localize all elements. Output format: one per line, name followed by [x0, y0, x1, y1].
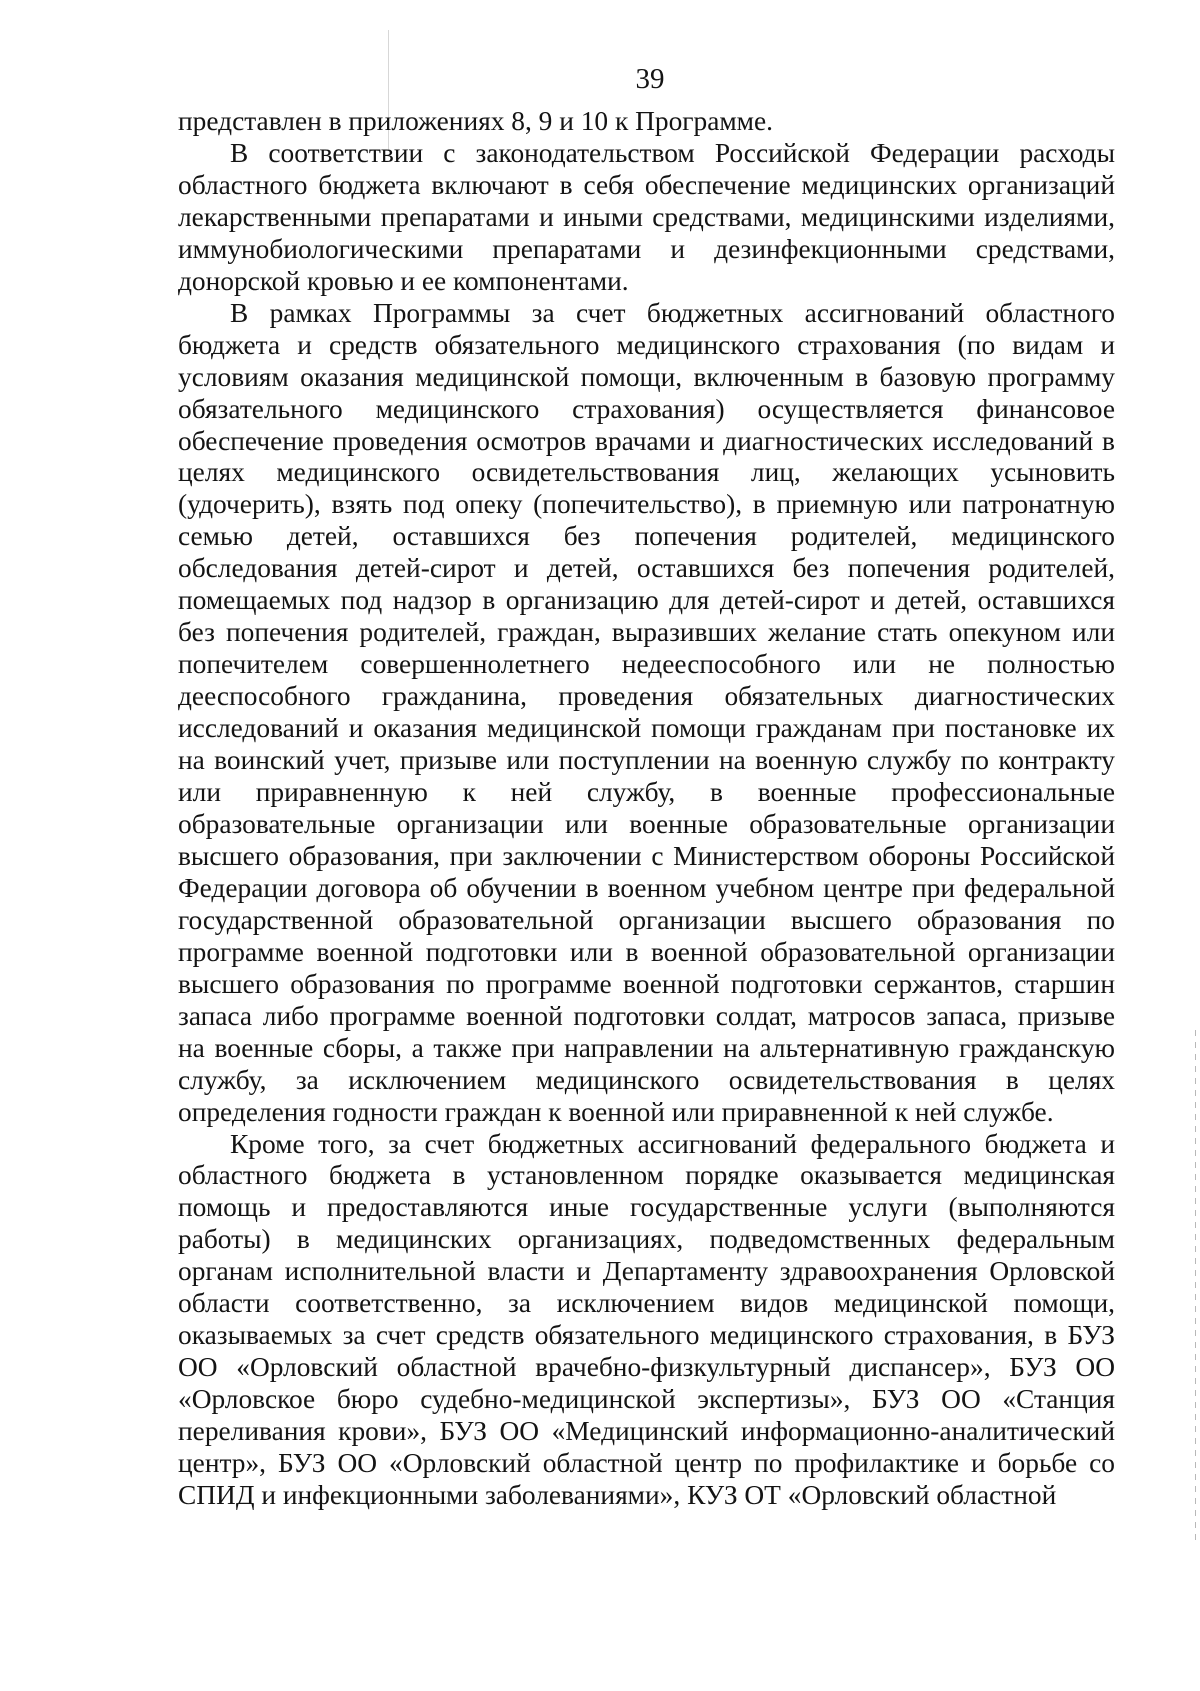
document-body: [178, 106, 1115, 1512]
scan-artifact-line: [1195, 1030, 1196, 1540]
paragraph: В соответствии с законодательством Российской Федерации расходы областного бюджета включают в себя обеспечение медицинских организаций лекарственными препаратами и иными средствами, медицинскими изделиями, иммунобиологическими препаратами и дезинфекционными средствами, донорской кровью и ее компонентами.: [178, 137, 1115, 296]
paragraph: представлен в приложениях 8, 9 и 10 к Программе.: [178, 106, 774, 136]
page-number: 39: [635, 63, 665, 95]
paragraph: В рамках Программы за счет бюджетных ассигнований областного бюджета и средств обязательного медицинского страхования (по видам и условиям оказания медицинской помощи, включенным в базовую программу обязательного медицинского страхования) осуществляется финансовое обеспечение проведения осмотров врачами и диагностических исследований в целях медицинского освидетельствования лиц, желающих усыновить (удочерить), взять под опеку (попечительство), в приемную или патронатную семью детей, оставшихся без попечения родителей, медицинского обследования детей-сирот и детей, оставшихся без попечения родителей, помещаемых под надзор в организацию для детей-сирот и детей, оставшихся без попечения родителей, граждан, выразивших желание стать опекуном или попечителем совершеннолетнего недееспособного или не полностью дееспособного гражданина, проведения обязательных диагностических исследований и оказания медицинской помощи гражданам при постановке их на воинский учет, призыве или поступлении на военную службу по контракту или приравненную к ней службу, в военные профессиональные образовательные организации или военные образовательные организации высшего образования, при заключении с Министерством обороны Российской Федерации договора об обучении в военном учебном центре при федеральной государственной образовательной организации высшего образования по программе военной подготовки или в военной образовательной организации высшего образования по программе военной подготовки сержантов, старшин запаса либо программе военной подготовки солдат, матросов запаса, призыве на военные сборы, а также при направлении на альтернативную гражданскую службу, за исключением медицинского освидетельствования в целях определения годности граждан к военной или приравненной к ней службе.: [178, 297, 1115, 1127]
paragraph: Кроме того, за счет бюджетных ассигнований федерального бюджета и областного бюджета в установленном порядке оказывается медицинская помощь и предоставляются иные государственные услуги (выполняются работы) в медицинских организациях, подведомственных федеральным органам исполнительной власти и Департаменту здравоохранения Орловской области соответственно, за исключением видов медицинской помощи, оказываемых за счет средств обязательного медицинского страхования, в БУЗ ОО «Орловский областной врачебно-физкультурный диспансер», БУЗ ОО «Орловское бюро судебно-медицинской экспертизы», БУЗ ОО «Станция переливания крови», БУЗ ОО «Медицинский информационно-аналитический центр», БУЗ ОО «Орловский областной центр по профилактике и борьбе со СПИД и инфекционными заболеваниями», КУЗ ОТ «Орловский областной: [178, 1128, 1115, 1510]
